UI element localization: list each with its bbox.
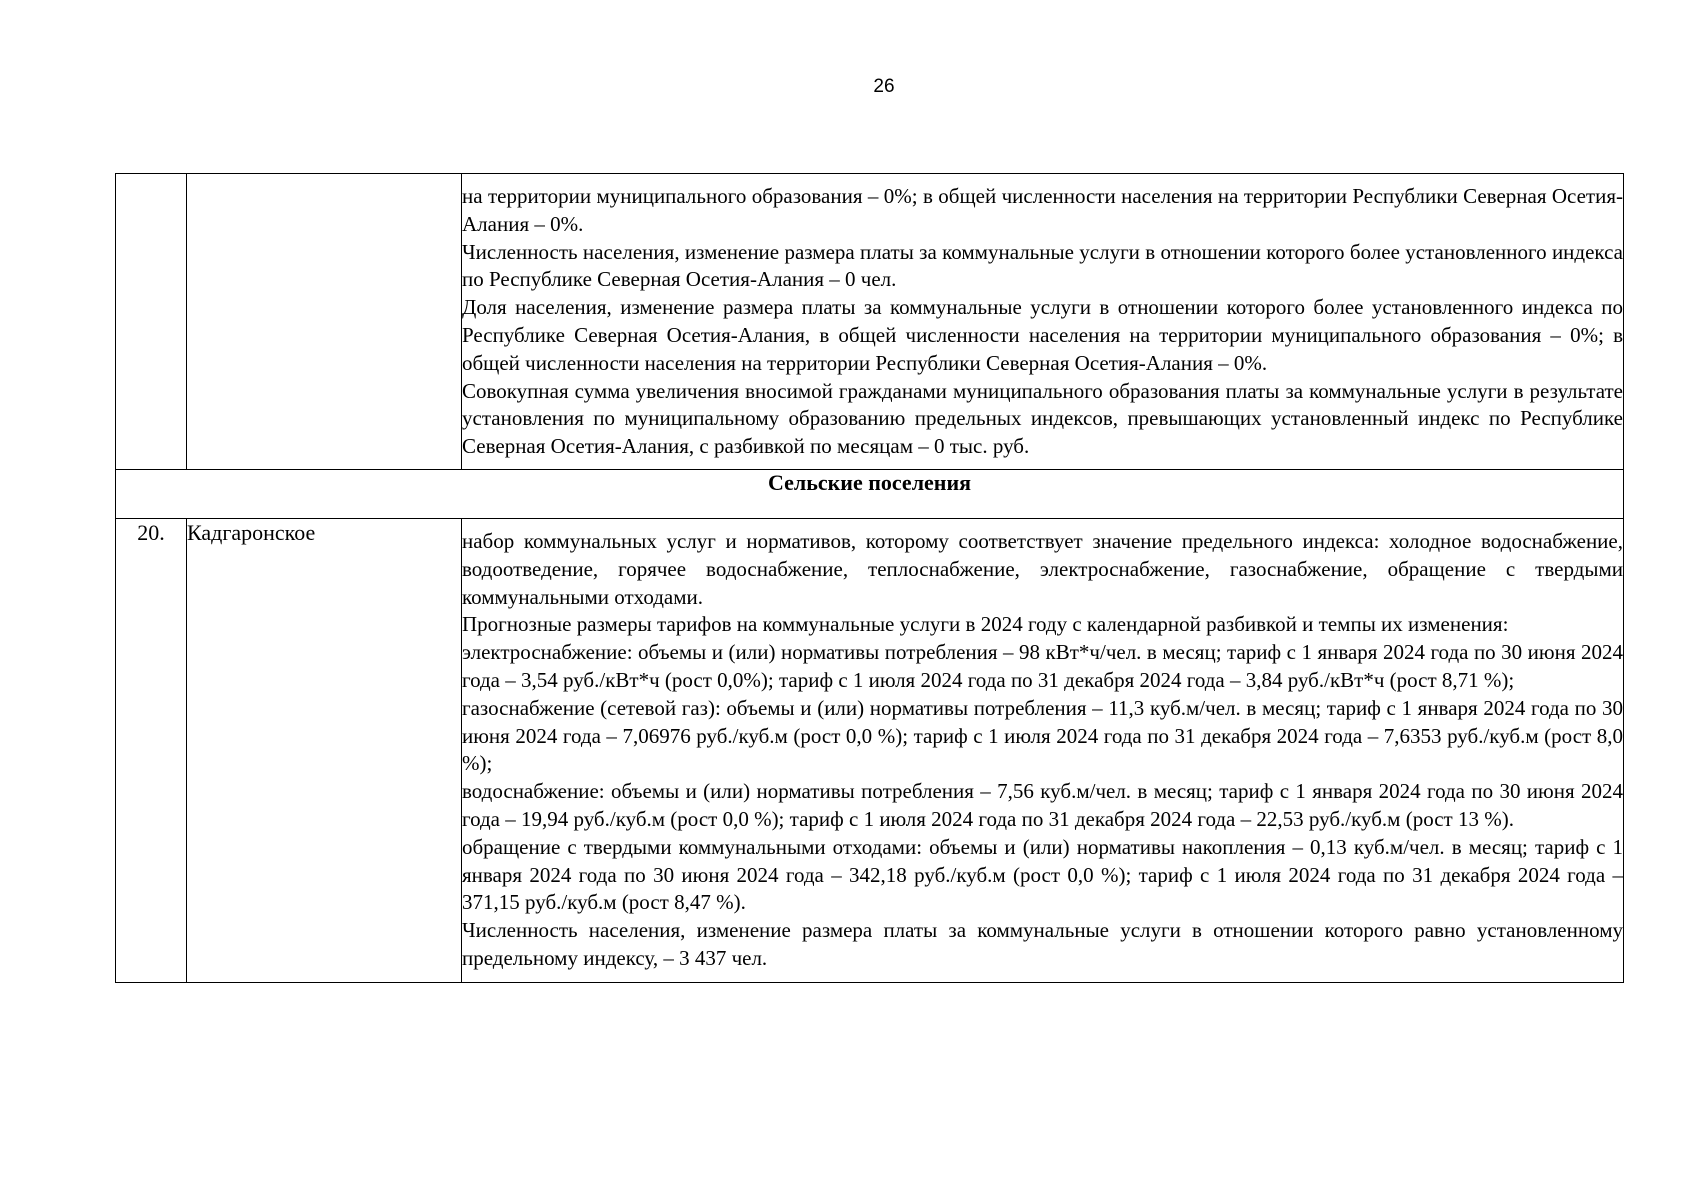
paragraph: набор коммунальных услуг и нормативов, которому соответствует значение предельного индекса: холодное водоснабжение, водоотведение, горячее водоснабжение, теплоснабжение, электроснабжение, газоснабжение, обращение с твердыми коммунальными отходами. <box>462 528 1623 609</box>
paragraph: Численность населения, изменение размера платы за коммунальные услуги в отношении которого равно установленному предельному индексу, – 3 437 чел. <box>462 918 1623 970</box>
paragraph: обращение с твердыми коммунальными отходами: объемы и (или) нормативы накопления – 0,13 куб.м/чел. в месяц; тариф с 1 января 2024 года по 30 июня 2024 года – 342,18 руб./куб.м (рост 0,0 %); тариф с 1 июля 2024 года по 31 декабря 2024 года –371,15 руб./куб.м (рост 8,47 %). <box>462 834 1623 915</box>
description-cell <box>462 518 1624 982</box>
row-number: 20. <box>116 518 187 982</box>
paragraph: водоснабжение: объемы и (или) нормативы потребления – 7,56 куб.м/чел. в месяц; тариф с 1 января 2024 года по 30 июня 2024 года – 19,94 руб./куб.м (рост 0,0 %); тариф с 1 июля 2024 года по 31 декабря 2024 года – 22,53 руб./куб.м (рост 13 %). <box>462 779 1623 831</box>
description-cell <box>462 174 1624 470</box>
paragraph: Совокупная сумма увеличения вносимой гражданами муниципального образования платы за коммунальные услуги в результате установления по муниципальному образованию предельных индексов, превышающих установленный индекс по Республике Северная Осетия-Алания, с разбивкой по месяцам – 0 тыс. руб. <box>462 378 1623 459</box>
name-cell <box>187 174 462 470</box>
table-row <box>116 518 1624 982</box>
section-heading: Сельские поселения <box>116 469 1624 518</box>
paragraph: Прогнозные размеры тарифов на коммунальные услуги в 2024 году с календарной разбивкой и темпы их изменения: <box>462 612 1509 637</box>
section-heading-row <box>116 469 1624 518</box>
paragraph: на территории муниципального образования – 0%; в общей численности населения на территории Республики Северная Осетия-Алания – 0%. <box>462 184 1623 236</box>
settlement-name: Кадгаронское <box>187 518 462 982</box>
paragraph: газоснабжение (сетевой газ): объемы и (или) нормативы потребления – 11,3 куб.м/чел. в месяц; тариф с 1 января 2024 года по 30 июня 2024 года – 7,06976 руб./куб.м (рост 0,0 %); тариф с 1 июля 2024 года по 31 декабря 2024 года – 7,6353 руб./куб.м (рост 8,0 %); <box>462 695 1623 776</box>
table-row <box>116 174 1624 470</box>
municipal-index-table <box>115 173 1624 983</box>
page-number: 26 <box>873 76 895 97</box>
number-cell <box>116 174 187 470</box>
paragraph: электроснабжение: объемы и (или) нормативы потребления – 98 кВт*ч/чел. в месяц; тариф с 1 января 2024 года по 30 июня 2024 года – 3,54 руб./кВт*ч (рост 0,0%); тариф с 1 июля 2024 года по 31 декабря 2024 года – 3,84 руб./кВт*ч (рост 8,71 %); <box>462 640 1623 692</box>
paragraph: Численность населения, изменение размера платы за коммунальные услуги в отношении которого более установленного индекса по Республике Северная Осетия-Алания – 0 чел. <box>462 239 1623 292</box>
paragraph: Доля населения, изменение размера платы за коммунальные услуги в отношении которого более установленного индекса по Республике Северная Осетия-Алания, в общей численности населения на территории муниципального образования – 0%; в общей численности населения на территории Республики Северная Осетия-Алания – 0%. <box>462 295 1623 375</box>
